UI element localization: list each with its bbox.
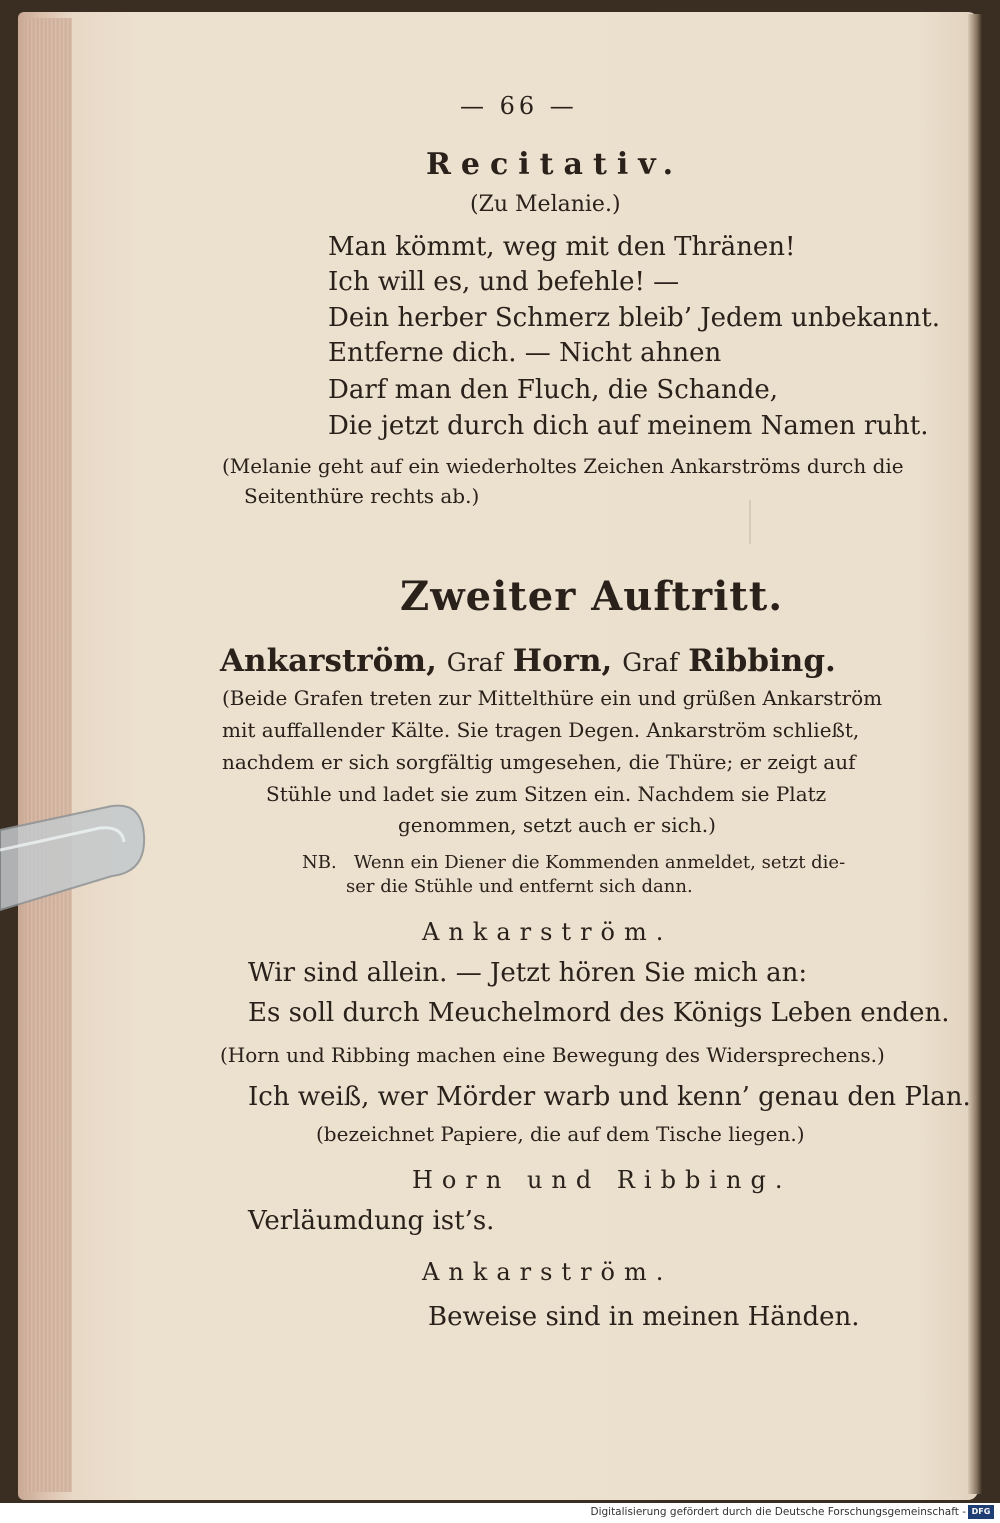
- stage-direction-line: nachdem er sich sorgfältig umgesehen, die Thüre; er zeigt auf: [222, 750, 856, 774]
- speech-line: Beweise sind in meinen Händen.: [428, 1302, 860, 1332]
- binding-edge: [968, 14, 982, 1494]
- cast-name-ribbing: Ribbing.: [688, 643, 836, 679]
- footer-credit: Digitalisierung gefördert durch die Deutsche Forschungsgemeinschaft -: [590, 1506, 966, 1518]
- stage-direction-line: Stühle und ladet sie zum Sitzen ein. Nachdem sie Platz: [266, 782, 827, 806]
- stage-direction-line: (Horn und Ribbing machen eine Bewegung des Widersprechens.): [220, 1043, 885, 1067]
- dfg-logo: DFG: [968, 1505, 994, 1519]
- stage-direction-line: (Melanie geht auf ein wiederholtes Zeichen Ankarströms durch die: [222, 454, 904, 478]
- page-text-area: [70, 40, 971, 1480]
- cast-title: Graf: [622, 648, 679, 677]
- speech-line: Wir sind allein. — Jetzt hören Sie mich an:: [248, 958, 808, 988]
- scene-title: Zweiter Auftritt.: [400, 573, 784, 620]
- cast-list: [220, 643, 836, 679]
- verse-line: Entferne dich. — Nicht ahnen: [328, 338, 722, 368]
- cast-name-ankarstroem: Ankarström,: [220, 643, 437, 679]
- note-line: [302, 852, 845, 873]
- verse-line: Darf man den Fluch, die Schande,: [328, 375, 779, 405]
- recitativ-heading: Recitativ.: [426, 147, 684, 182]
- speaker-name: Horn und Ribbing.: [412, 1166, 792, 1194]
- note-line: ser die Stühle und entfernt sich dann.: [346, 876, 693, 897]
- stage-direction-line: genommen, setzt auch er sich.): [398, 813, 716, 837]
- stage-direction-line: Seitenthüre rechts ab.): [244, 484, 480, 508]
- cast-name-horn: Horn,: [512, 643, 613, 679]
- recitativ-direction: (Zu Melanie.): [470, 192, 621, 217]
- speech-line: Verläumdung ist’s.: [248, 1206, 495, 1236]
- note-text: Wenn ein Diener die Kommenden anmeldet, setzt die-: [353, 852, 846, 873]
- stage-direction-line: (Beide Grafen treten zur Mittelthüre ein und grüßen Ankarström: [222, 686, 883, 710]
- speech-line: Ich weiß, wer Mörder warb und kenn’ genau den Plan.: [248, 1082, 971, 1112]
- stage-direction-line: mit auffallender Kälte. Sie tragen Degen. Ankarström schließt,: [222, 718, 860, 742]
- speaker-name: Ankarström.: [422, 1258, 673, 1286]
- verse-line: Man kömmt, weg mit den Thränen!: [328, 232, 796, 262]
- speech-line: Es soll durch Meuchelmord des Königs Leben enden.: [248, 998, 950, 1028]
- verse-line: Ich will es, und befehle! —: [328, 267, 680, 297]
- verse-line: Dein herber Schmerz bleib’ Jedem unbekannt.: [328, 303, 940, 333]
- page-edges: [24, 18, 72, 1492]
- page-number: — 66 —: [460, 92, 578, 120]
- stage-direction-line: (bezeichnet Papiere, die auf dem Tische liegen.): [316, 1122, 805, 1146]
- cast-title: Graf: [446, 648, 503, 677]
- speaker-name: Ankarström.: [422, 918, 673, 946]
- verse-line: Die jetzt durch dich auf meinem Namen ruht.: [328, 411, 929, 441]
- note-label: NB.: [302, 852, 337, 873]
